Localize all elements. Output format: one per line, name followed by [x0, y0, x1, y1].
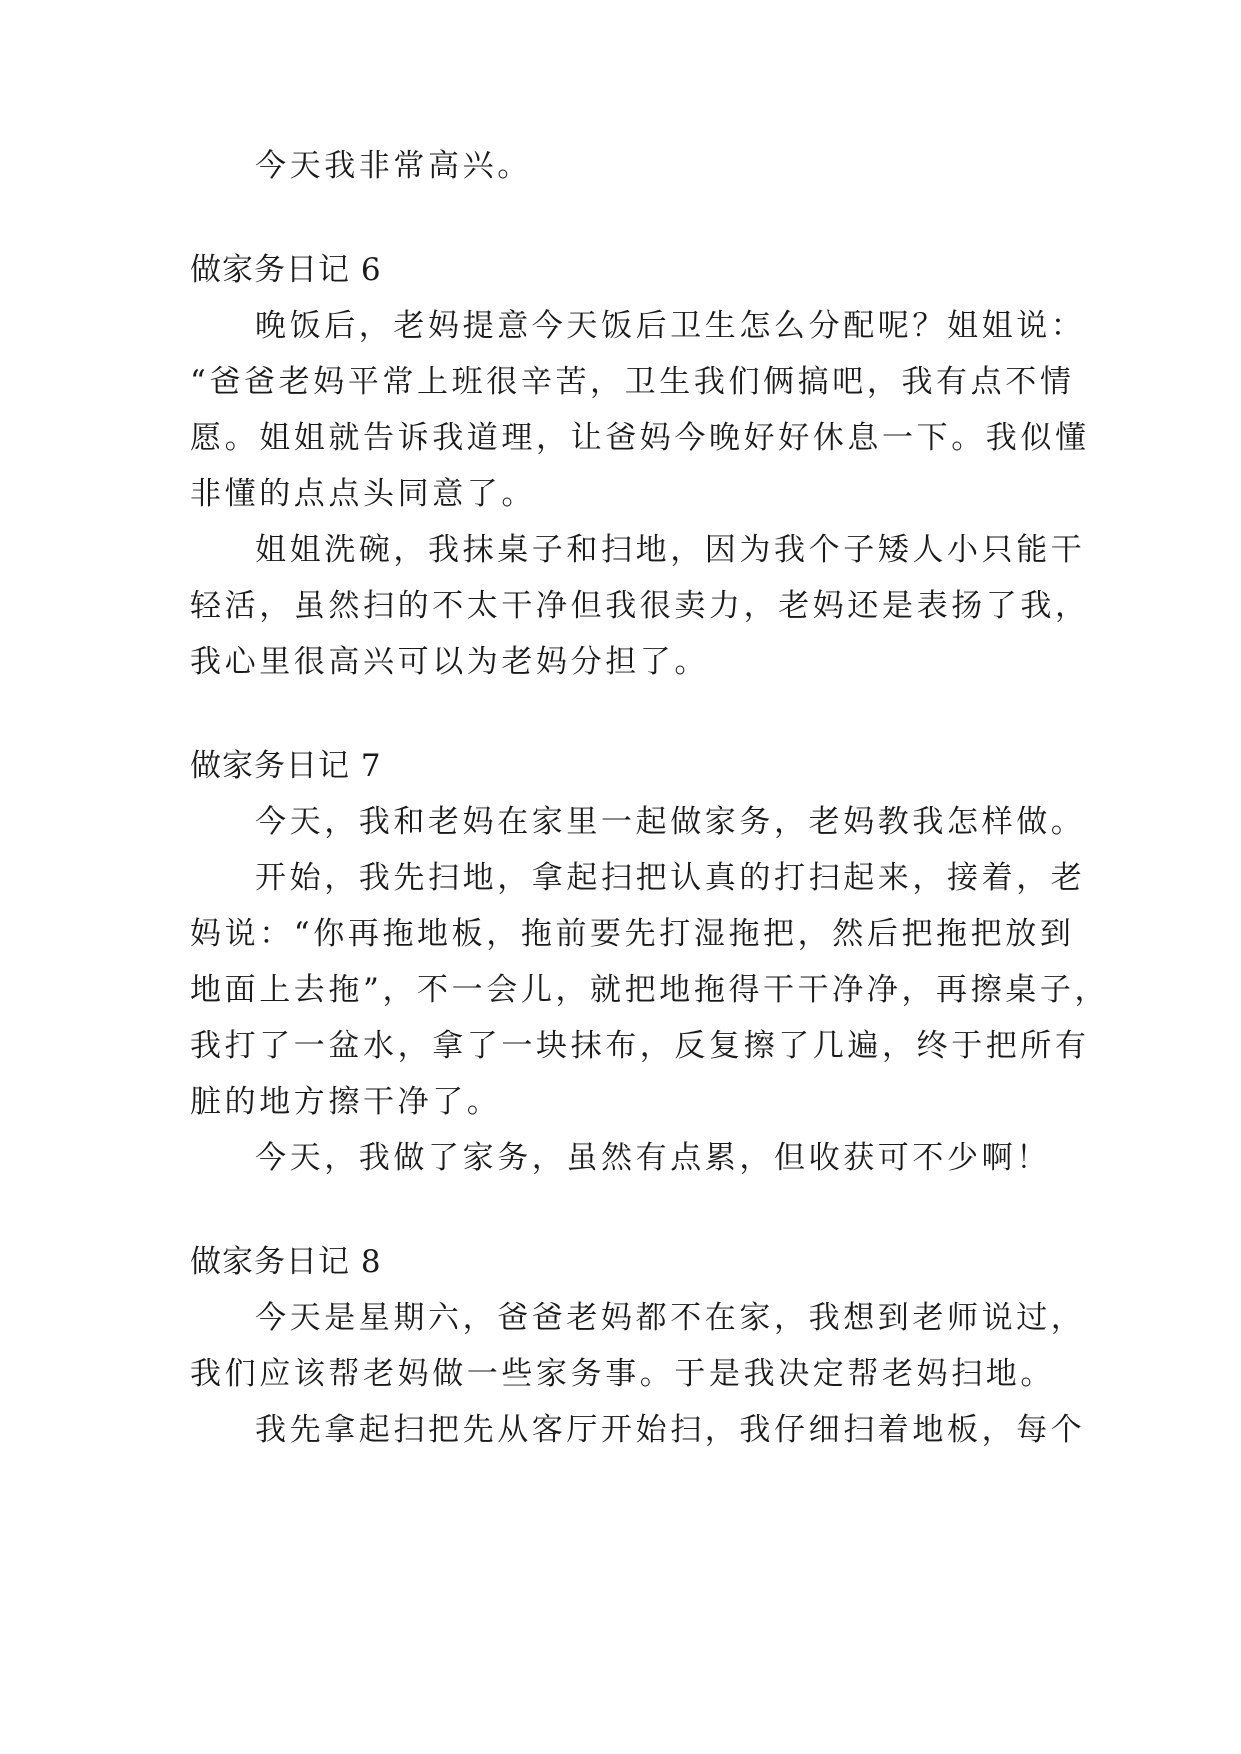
section-7-title: 做家务日记 7: [190, 748, 382, 784]
section-7-line-4: 地面上去拖”，不一会儿，就把地拖得干干净净，再擦桌子，: [190, 972, 1110, 1008]
section-7-line-7: 今天，我做了家务，虽然有点累，但收获可不少啊！: [255, 1140, 1051, 1176]
section-6-line-5: 姐姐洗碗，我抹桌子和扫地，因为我个子矮人小只能干: [255, 532, 1086, 568]
section-8-line-3: 我先拿起扫把先从客厅开始扫，我仔细扫着地板，每个: [255, 1412, 1086, 1448]
section-6-line-7: 我心里很高兴可以为老妈分担了。: [190, 644, 709, 680]
section-6-title: 做家务日记 6: [190, 252, 382, 288]
section-7-line-5: 我打了一盆水，拿了一块抹布，反复擦了几遍，终于把所有: [190, 1028, 1090, 1064]
section-6-line-3: 愿。姐姐就告诉我道理，让爸妈今晚好好休息一下。我似懂: [190, 420, 1090, 456]
section-7-line-2: 开始，我先扫地，拿起扫把认真的打扫起来，接着，老: [255, 860, 1086, 896]
intro-line: 今天我非常高兴。: [255, 148, 532, 184]
section-8-line-1: 今天是星期六，爸爸老妈都不在家，我想到老师说过，: [255, 1300, 1086, 1336]
section-8-line-2: 我们应该帮老妈做一些家务事。于是我决定帮老妈扫地。: [190, 1356, 1055, 1392]
section-6-line-4: 非懂的点点头同意了。: [190, 476, 536, 512]
section-6-line-2: “爸爸老妈平常上班很辛苦，卫生我们俩搞吧，我有点不情: [190, 364, 1075, 400]
section-7-line-1: 今天，我和老妈在家里一起做家务，老妈教我怎样做。: [255, 804, 1086, 840]
section-7-line-3: 妈说：“你再拖地板，拖前要先打湿拖把，然后把拖把放到: [190, 916, 1075, 952]
section-6-line-6: 轻活，虽然扫的不太干净但我很卖力，老妈还是表扬了我，: [190, 588, 1090, 624]
section-6-line-1: 晚饭后，老妈提意今天饭后卫生怎么分配呢？姐姐说：: [255, 308, 1086, 344]
section-7-line-6: 脏的地方擦干净了。: [190, 1084, 502, 1120]
section-8-title: 做家务日记 8: [190, 1244, 382, 1280]
